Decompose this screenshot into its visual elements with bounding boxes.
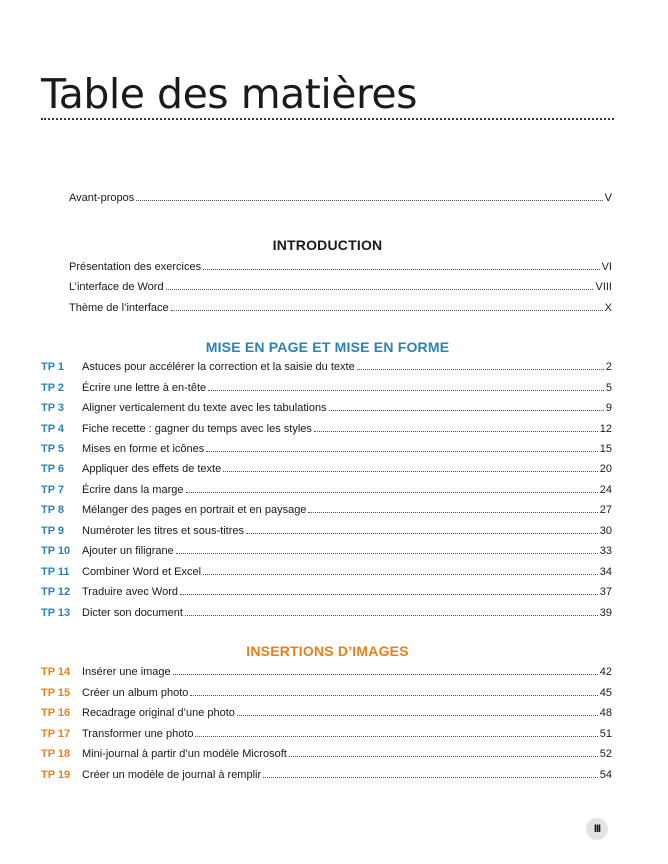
toc-entry-tp[interactable]: [41, 484, 612, 497]
tp-number: TP 11: [41, 566, 70, 578]
toc-dot-leader: [357, 369, 604, 370]
toc-entry-label: Mises en forme et icônes: [82, 443, 205, 455]
tp-number: TP 5: [41, 443, 65, 455]
toc-entry-label: Dicter son document: [82, 607, 183, 619]
toc-entry-label: Écrire une lettre à en-tête: [82, 382, 207, 394]
toc-dot-leader: [289, 756, 598, 757]
toc-entry-intro[interactable]: [69, 302, 612, 315]
toc-entry-tp[interactable]: [41, 402, 612, 415]
toc-entry-label: Recadrage original d’une photo: [82, 707, 235, 719]
toc-entry-page: 51: [599, 728, 612, 740]
toc-entry-page: 20: [599, 463, 612, 475]
tp-number: TP 9: [41, 525, 65, 537]
tp-number: TP 14: [41, 666, 71, 678]
toc-entry-page: 12: [599, 423, 612, 435]
toc-entry-label: Appliquer des effets de texte: [82, 463, 222, 475]
section-heading-introduction: INTRODUCTION: [272, 237, 383, 253]
toc-entry-label: Transformer une photo: [82, 728, 194, 740]
toc-entry-page: 27: [599, 504, 612, 516]
toc-entry-tp[interactable]: [41, 607, 612, 620]
section-heading-mise-en-page: MISE EN PAGE ET MISE EN FORME: [205, 339, 450, 355]
tp-number: TP 18: [41, 748, 71, 760]
toc-entry-page: 39: [599, 607, 612, 619]
tp-number: TP 16: [41, 707, 71, 719]
toc-entry-tp[interactable]: [41, 769, 612, 782]
toc-entry-tp[interactable]: [41, 666, 612, 679]
tp-number: TP 1: [41, 361, 65, 373]
toc-dot-leader: [206, 451, 597, 452]
toc-entry-intro[interactable]: [69, 261, 612, 274]
toc-dot-leader: [308, 512, 597, 513]
page-title: Table des matières: [41, 70, 417, 118]
toc-entry-page: 9: [605, 402, 612, 414]
toc-entry-page: 37: [599, 586, 612, 598]
toc-entry-preface[interactable]: [69, 192, 612, 205]
toc-dot-leader: [263, 777, 598, 778]
toc-entry-label: Ajouter un filigrane: [82, 545, 174, 557]
toc-entry-label: Combiner Word et Excel: [82, 566, 202, 578]
toc-dot-leader: [329, 410, 604, 411]
toc-entry-tp[interactable]: [41, 707, 612, 720]
toc-dot-leader: [176, 553, 598, 554]
toc-entry-intro[interactable]: [69, 281, 612, 294]
toc-entry-tp[interactable]: [41, 382, 612, 395]
toc-entry-label: Écrire dans la marge: [82, 484, 184, 496]
toc-dot-leader: [314, 431, 598, 432]
tp-number: TP 15: [41, 687, 71, 699]
toc-dot-leader: [223, 471, 598, 472]
toc-dot-leader: [136, 200, 602, 201]
toc-entry-tp[interactable]: [41, 586, 612, 599]
toc-entry-page: X: [604, 302, 612, 314]
toc-dot-leader: [203, 269, 600, 270]
toc-entry-page: 52: [599, 748, 612, 760]
tp-number: TP 8: [41, 504, 65, 516]
section-heading-insertions-images: INSERTIONS D’IMAGES: [246, 643, 409, 659]
toc-dot-leader: [173, 674, 598, 675]
toc-entry-tp[interactable]: [41, 423, 612, 436]
toc-entry-page: 54: [599, 769, 612, 781]
toc-entry-label: Aligner verticalement du texte avec les tabulations: [82, 402, 327, 414]
tp-number: TP 10: [41, 545, 71, 557]
toc-entry-page: 48: [599, 707, 612, 719]
toc-entry-page: 24: [599, 484, 612, 496]
toc-entry-page: 34: [599, 566, 612, 578]
toc-dot-leader: [195, 736, 597, 737]
toc-dot-leader: [246, 533, 598, 534]
toc-entry-page: VI: [601, 261, 612, 273]
page-folio-badge: III: [586, 818, 608, 840]
toc-entry-tp[interactable]: [41, 545, 612, 558]
tp-number: TP 19: [41, 769, 71, 781]
toc-entry-tp[interactable]: [41, 361, 612, 374]
tp-number: TP 6: [41, 463, 65, 475]
tp-number: TP 12: [41, 586, 71, 598]
toc-entry-page: 5: [605, 382, 612, 394]
toc-dot-leader: [185, 615, 598, 616]
toc-entry-label: Astuces pour accélérer la correction et la saisie du texte: [82, 361, 355, 373]
toc-entry-page: 30: [599, 525, 612, 537]
toc-entry-label: Créer un modèle de journal à remplir: [82, 769, 262, 781]
toc-entry-label: Mélanger des pages en portrait et en paysage: [82, 504, 307, 516]
toc-dot-leader: [208, 390, 604, 391]
tp-number: TP 7: [41, 484, 65, 496]
toc-dot-leader: [166, 289, 594, 290]
toc-entry-label: Présentation des exercices: [69, 261, 202, 273]
toc-dot-leader: [180, 594, 598, 595]
toc-entry-page: 42: [599, 666, 612, 678]
toc-entry-label: Mini-journal à partir d’un modèle Microsoft: [82, 748, 287, 760]
toc-entry-tp[interactable]: [41, 525, 612, 538]
toc-dot-leader: [171, 310, 603, 311]
toc-entry-tp[interactable]: [41, 687, 612, 700]
toc-entry-label: L’interface de Word: [69, 281, 164, 293]
toc-dot-leader: [190, 695, 597, 696]
toc-entry-page: 33: [599, 545, 612, 557]
title-dotted-rule: [41, 118, 614, 120]
toc-entry-tp[interactable]: [41, 566, 612, 579]
toc-dot-leader: [237, 715, 598, 716]
toc-entry-page: 15: [599, 443, 612, 455]
toc-entry-page: V: [604, 192, 612, 204]
toc-entry-label: Thème de l’interface: [69, 302, 169, 314]
toc-entry-label: Traduire avec Word: [82, 586, 178, 598]
tp-number: TP 3: [41, 402, 65, 414]
toc-entry-tp[interactable]: [41, 504, 612, 517]
toc-entry-tp[interactable]: [41, 728, 612, 741]
toc-entry-tp[interactable]: [41, 463, 612, 476]
toc-entry-page: VIII: [595, 281, 612, 293]
toc-entry-label: Avant-propos: [69, 192, 135, 204]
toc-entry-label: Numéroter les titres et sous-titres: [82, 525, 244, 537]
toc-entry-tp[interactable]: [41, 443, 612, 456]
tp-number: TP 13: [41, 607, 71, 619]
tp-number: TP 4: [41, 423, 65, 435]
toc-entry-page: 2: [605, 361, 612, 373]
toc-dot-leader: [186, 492, 598, 493]
tp-number: TP 2: [41, 382, 65, 394]
toc-entry-label: Insérer une image: [82, 666, 171, 678]
toc-dot-leader: [203, 574, 598, 575]
toc-entry-page: 45: [599, 687, 612, 699]
toc-entry-tp[interactable]: [41, 748, 612, 761]
tp-number: TP 17: [41, 728, 71, 740]
toc-entry-label: Créer un album photo: [82, 687, 189, 699]
toc-entry-label: Fiche recette : gagner du temps avec les styles: [82, 423, 312, 435]
